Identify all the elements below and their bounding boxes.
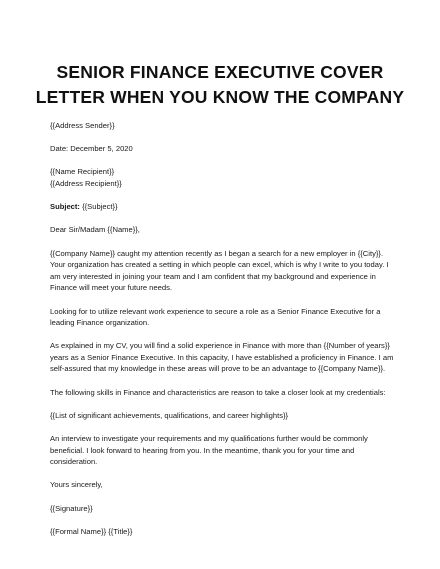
signature: {{Signature}} bbox=[50, 503, 93, 513]
subject-value: {{Subject}} bbox=[79, 202, 118, 212]
paragraph-goal: Looking for to utilize relevant work experience to secure a role as a Senior Finance Executive for a leading Finance organization. bbox=[50, 306, 381, 328]
subject-line bbox=[50, 201, 395, 213]
formal-name: {{Formal Name}} {{Title}} bbox=[50, 526, 133, 536]
paragraph-achievements: {{List of significant achievements, qualifications, and career highlights}} bbox=[50, 410, 289, 420]
document-title bbox=[20, 60, 420, 110]
address-sender: {{Address Sender}} bbox=[50, 121, 115, 130]
name-recipient: {{Name Recipient}} bbox=[50, 167, 115, 177]
paragraph-skills: The following skills in Finance and characteristics are reason to take a closer look at my credentials: bbox=[50, 387, 386, 397]
closing: Yours sincerely, bbox=[50, 480, 103, 490]
address-recipient: {{Address Recipient}} bbox=[50, 178, 122, 188]
title-line-1: SENIOR FINANCE EXECUTIVE COVER bbox=[56, 62, 384, 82]
paragraph-interview: An interview to investigate your requirements and my qualifications further would be commonly beneficial. I look forward to hearing from you. In the meantime, thank you for your time and consideration. bbox=[50, 434, 368, 467]
subject-label: Subject: bbox=[50, 202, 80, 212]
title-line-2: LETTER WHEN YOU KNOW THE COMPANY bbox=[35, 87, 405, 107]
salutation: Dear Sir/Madam {{Name}}, bbox=[50, 225, 140, 235]
paragraph-intro: {{Company Name}} caught my attention recently as I began a search for a new employer in {{City}}. Your organization has created a setting in which people can excel, which is why I write to you today. I am very interested in joining your team and I am confident that my background and experience in Finance will meet your future needs. bbox=[50, 248, 389, 293]
paragraph-experience: As explained in my CV, you will find a solid experience in Finance with more than {{Number of years}} years as a Senior Finance Executive. In this capacity, I have established a proficiency in Finance. I am self-assured that my knowledge in these areas will prove to be an advantage to {{Company Name}}. bbox=[50, 341, 394, 374]
letter-body bbox=[50, 120, 395, 549]
letter-date: Date: December 5, 2020 bbox=[50, 144, 133, 154]
